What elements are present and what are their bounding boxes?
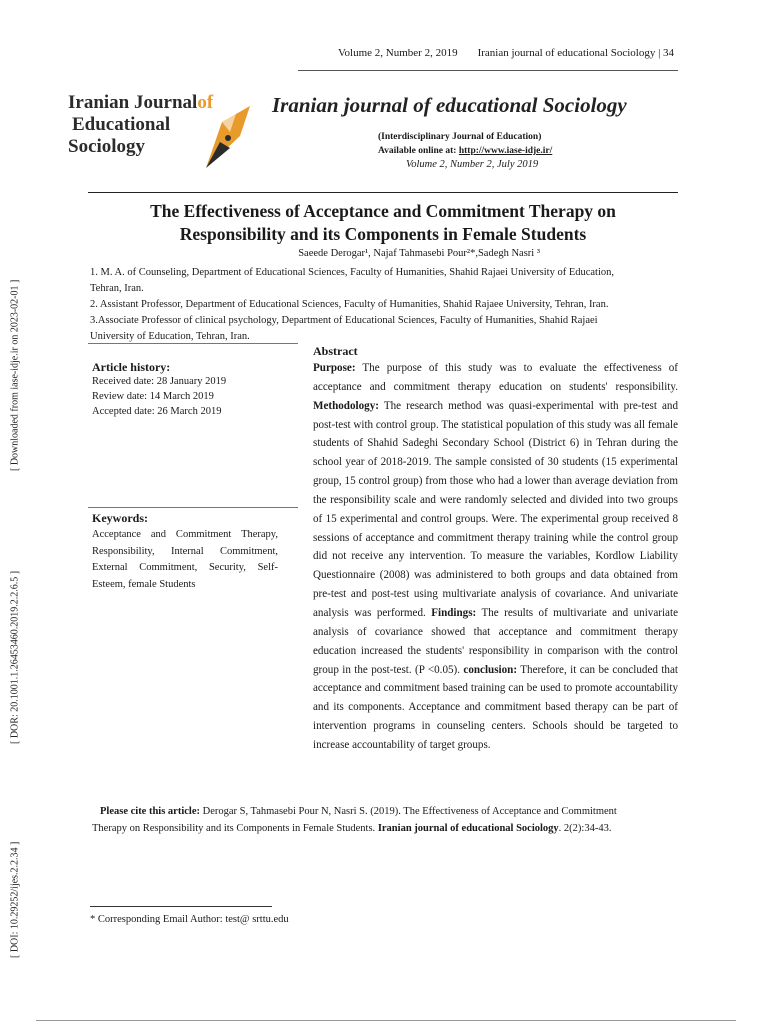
corresponding-author-footnote: * Corresponding Email Author: test@ srttu.edu <box>90 914 289 925</box>
conclusion-text: Therefore, it can be concluded that acceptance and commitment based training can be used to promote accountability and its components. Acceptance and commitment based therapy can be part of intervention programs in counseling centers. Schools should be targeted to increase accountability of target groups. <box>313 663 678 751</box>
header-rule <box>298 70 678 71</box>
affiliation-line: 2. Assistant Professor, Department of Educational Sciences, Faculty of Humanities, Shahid Rajaee University, Tehran, Iran. <box>90 299 609 310</box>
affiliation-line: 1. M. A. of Counseling, Department of Educational Sciences, Faculty of Humanities, Shahid Rajaei University of Education, <box>90 267 615 278</box>
citation-block <box>92 803 682 837</box>
logo-line2: Educational <box>72 114 171 135</box>
logo-line1: Iranian Journal <box>68 92 198 113</box>
article-title <box>88 200 678 246</box>
logo-line1-of: of <box>197 92 214 113</box>
affiliation-line: University of Education, Tehran, Iran. <box>90 331 250 342</box>
conclusion-label: conclusion: <box>463 663 518 676</box>
keywords-title: Keywords: <box>92 511 148 525</box>
methodology-label: Methodology: <box>313 399 379 412</box>
citation-pages: . 2(2):34-43. <box>558 823 612 834</box>
running-header-journal-page: Iranian journal of educational Sociology | 34 <box>477 47 675 59</box>
citation-text-1: Derogar S, Tahmasebi Pour N, Nasri S. (2019). The Effectiveness of Acceptance and Commitment <box>200 806 617 817</box>
running-header-volume: Volume 2, Number 2, 2019 <box>338 47 458 59</box>
citation-journal: Iranian journal of educational Sociology <box>377 823 559 834</box>
left-column-rule <box>88 343 298 344</box>
findings-label: Findings: <box>431 606 477 619</box>
masthead-rule <box>88 192 678 193</box>
affiliation-line: 3.Associate Professor of clinical psychology, Department of Educational Sciences, Faculty of Humanities, Shahid Rajaei <box>90 315 598 326</box>
citation-label: Please cite this article: <box>100 806 200 817</box>
journal-url-link[interactable]: http://www.iase-idje.ir/ <box>458 146 553 156</box>
availability-label: Available online at: <box>378 146 459 156</box>
journal-availability <box>378 146 552 156</box>
logo-line3: Sociology <box>68 136 146 157</box>
citation-text-2: Therapy on Responsibility and its Components in Female Students. <box>92 823 378 834</box>
journal-title: Iranian journal of educational Sociology <box>272 93 627 117</box>
purpose-label: Purpose: <box>313 362 356 374</box>
article-history-title: Article history: <box>92 360 171 374</box>
abstract-body <box>313 359 678 755</box>
review-date: Review date: 14 March 2019 <box>92 391 214 402</box>
journal-logo <box>68 92 258 174</box>
received-date: Received date: 28 January 2019 <box>92 376 227 387</box>
keywords-text: Acceptance and Commitment Therapy, Responsibility, Internal Commitment, External Commitment, Security, Self-Esteem, female Students <box>92 529 278 590</box>
side-label-dor: [ DOR: 20.1001.1.26453460.2019.2.2.6.5 ] <box>9 570 21 745</box>
running-header <box>338 47 674 59</box>
purpose-text: The purpose of this study was to evaluate the effectiveness of acceptance and commitment therapy education on students' responsibility. <box>313 362 678 393</box>
affiliation-line: Tehran, Iran. <box>90 283 144 294</box>
accepted-date: Accepted date: 26 March 2019 <box>92 406 222 417</box>
journal-subtitle: (Interdisciplinary Journal of Education) <box>378 132 542 142</box>
abstract-title: Abstract <box>313 344 358 358</box>
author-list: Saeede Derogar¹, Najaf Tahmasebi Pour²*,Sadegh Nasri ³ <box>298 248 540 259</box>
side-label-downloaded: [ Downloaded from iase-idje.ir on 2023-02-01 ] <box>9 279 21 471</box>
methodology-text: The research method was quasi-experimental with pre-test and post-test with control group. The statistical population of this study was all female students of Shahid Sadeghi Secondary School (District 6) in Tehran during the school year of 2018-2019. The sample consisted of 30 students (15 experimental group, 15 control group) from those who had a lower than average deviation from the responsibility scale and were randomly selected and divided into two groups of 15 experimental and control groups. Were. The experimental group received 8 sessions of acceptance and commitment therapy training while the control group did not receive any intervention. To measure the variables, Kordlow Liability Questionnaire (2008) was administered to both groups and data obtained from pre-test and post-test using multivariate analysis of covariance. And univariate analysis was performed. <box>313 399 678 619</box>
article-title-line1: The Effectiveness of Acceptance and Commitment Therapy on <box>150 201 616 221</box>
side-label-doi: [ DOI: 10.29252/ijes.2.2.34 ] <box>9 841 21 959</box>
pen-nib-icon <box>200 102 260 172</box>
article-title-line2: Responsibility and its Components in Female Students <box>179 224 587 244</box>
findings-text: The results of multivariate and univariate analysis of covariance showed that acceptance and commitment therapy education increased the students' responsibility in comparison with the control group in the post-test. (P <0.05). <box>313 606 678 676</box>
journal-volume: Volume 2, Number 2, July 2019 <box>406 159 539 170</box>
page-bottom-rule <box>36 1020 736 1021</box>
footnote-rule <box>90 906 272 907</box>
logo-wordmark <box>68 92 213 158</box>
